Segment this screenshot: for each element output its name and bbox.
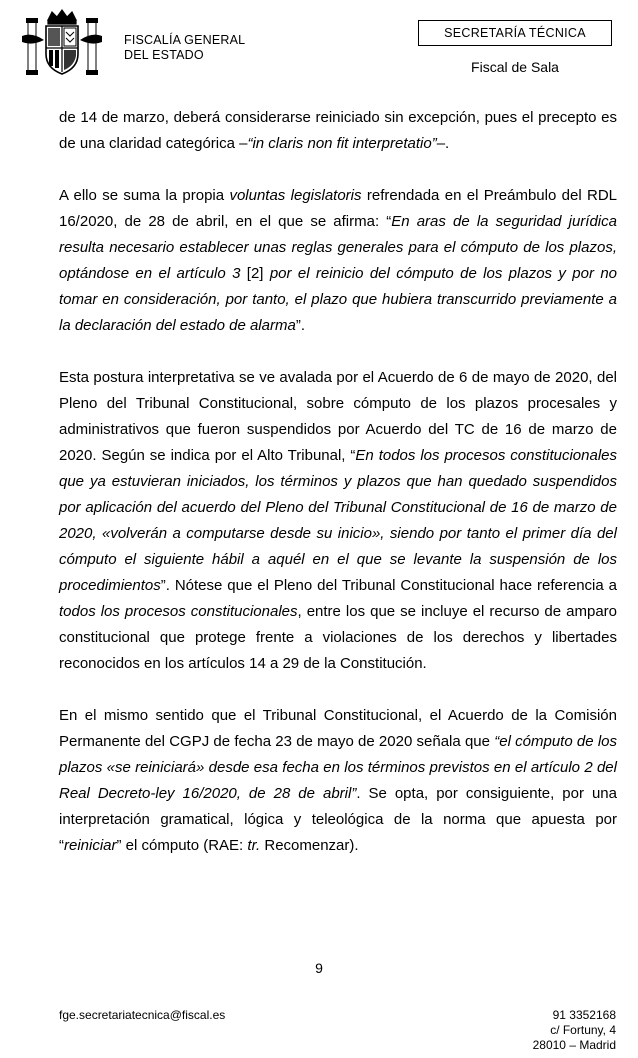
paragraph-4-end: Recomenzar). bbox=[260, 837, 359, 854]
paragraph-3-text: ”. Nótese que el Pleno del Tribunal Constitucional hace referencia a bbox=[160, 577, 617, 594]
paragraph-2 bbox=[59, 183, 617, 339]
paragraph-1-end: –. bbox=[436, 135, 450, 152]
paragraph-4-intro: En el mismo sentido que el Tribunal Constitucional, el Acuerdo de la Comisión Permanente del CGPJ de fecha 23 de mayo de 2020 señala que bbox=[59, 707, 617, 750]
paragraph-1 bbox=[59, 105, 617, 157]
paragraph-3-intro: Esta postura interpretativa se ve avalada por el Acuerdo de 6 de mayo de 2020, del Pleno del Tribunal Constitucional, sobre cómputo de los plazos procesales y administrativos que fueron suspendidos por Acuerdo del TC de 16 de marzo de 2020. Según se indica por el Alto Tribunal, “ bbox=[59, 369, 617, 464]
organization-line-2: DEL ESTADO bbox=[124, 48, 204, 62]
paragraph-3-emphasis: todos los procesos constitucionales bbox=[59, 603, 298, 620]
paragraph-3-quote: En todos los procesos constitucionales que ya estuvieran iniciados, los términos y plazos que han quedado suspendidos por aplicación del acuerdo del Pleno del Tribunal Constitucional de 16 de marzo de 2020, «volverán a computarse desde su inicio», siendo por tanto el primer día del cómputo el siguiente hábil a aquél en el que se levante la suspensión de los procedimientos bbox=[59, 447, 617, 594]
organization-name bbox=[124, 33, 245, 63]
paragraph-1-text: de 14 de marzo, deberá considerarse reiniciado sin excepción, pues el precepto es de una claridad categórica – bbox=[59, 109, 617, 152]
footer-city: 28010 – Madrid bbox=[532, 1038, 616, 1052]
paragraph-4-quote: “el cómputo de los plazos «se reiniciará» desde esa fecha en los términos previstos en el artículo 2 del Real Decreto-ley 16/2020, de 28 de abril” bbox=[59, 733, 617, 802]
paragraph-2-text: refrendada en el Preámbulo del RDL 16/2020, de 28 de abril, en el que se afirma: “ bbox=[59, 187, 617, 230]
department-subtitle: Fiscal de Sala bbox=[471, 59, 559, 75]
footer-phone: 91 3352168 bbox=[552, 1008, 616, 1022]
paragraph-1-latin-quote: “in claris non fit interpretatio” bbox=[247, 135, 437, 152]
footer-email: fge.secretariatecnica@fiscal.es bbox=[59, 1008, 226, 1022]
department-box: SECRETARÍA TÉCNICA bbox=[418, 20, 612, 46]
page-number: 9 bbox=[315, 960, 323, 976]
paragraph-4-text-2: ” el cómputo (RAE: bbox=[116, 837, 248, 854]
paragraph-2-end: ”. bbox=[295, 317, 305, 334]
coat-of-arms-emblem bbox=[14, 6, 110, 82]
footer-address bbox=[533, 1008, 616, 1053]
document-body bbox=[59, 105, 617, 879]
paragraph-2-quote-part-2: por el reinicio del cómputo de los plazos y por no tomar en consideración, por tanto, el plazo que hubiera transcurrido previamente a la declaración del estado de alarma bbox=[59, 265, 618, 334]
organization-line-1: FISCALÍA GENERAL bbox=[124, 33, 246, 47]
paragraph-4-text: . Se opta, por consiguiente, por una interpretación gramatical, lógica y teleológica de la norma que apuesta por “ bbox=[59, 785, 617, 854]
paragraph-2-intro: A ello se suma la propia bbox=[59, 187, 230, 204]
paragraph-2-reference: [2] bbox=[240, 265, 270, 282]
paragraph-3 bbox=[59, 365, 617, 677]
paragraph-3-end: , entre los que se incluye el recurso de amparo constitucional que protege frente a violaciones de los derechos y libertades reconocidos en los artículos 14 a 29 de la Constitución. bbox=[59, 603, 617, 672]
paragraph-4 bbox=[59, 703, 617, 859]
paragraph-2-latin-term: voluntas legislatoris bbox=[229, 187, 362, 204]
paragraph-2-quote-part-1: En aras de la seguridad jurídica resulta necesario establecer unas reglas generales para el cómputo de los plazos, optándose en el artículo 3 bbox=[59, 213, 617, 282]
paragraph-4-emphasis: reiniciar bbox=[64, 837, 117, 854]
paragraph-4-abbreviation: tr. bbox=[247, 837, 261, 854]
footer-street: c/ Fortuny, 4 bbox=[550, 1023, 616, 1037]
